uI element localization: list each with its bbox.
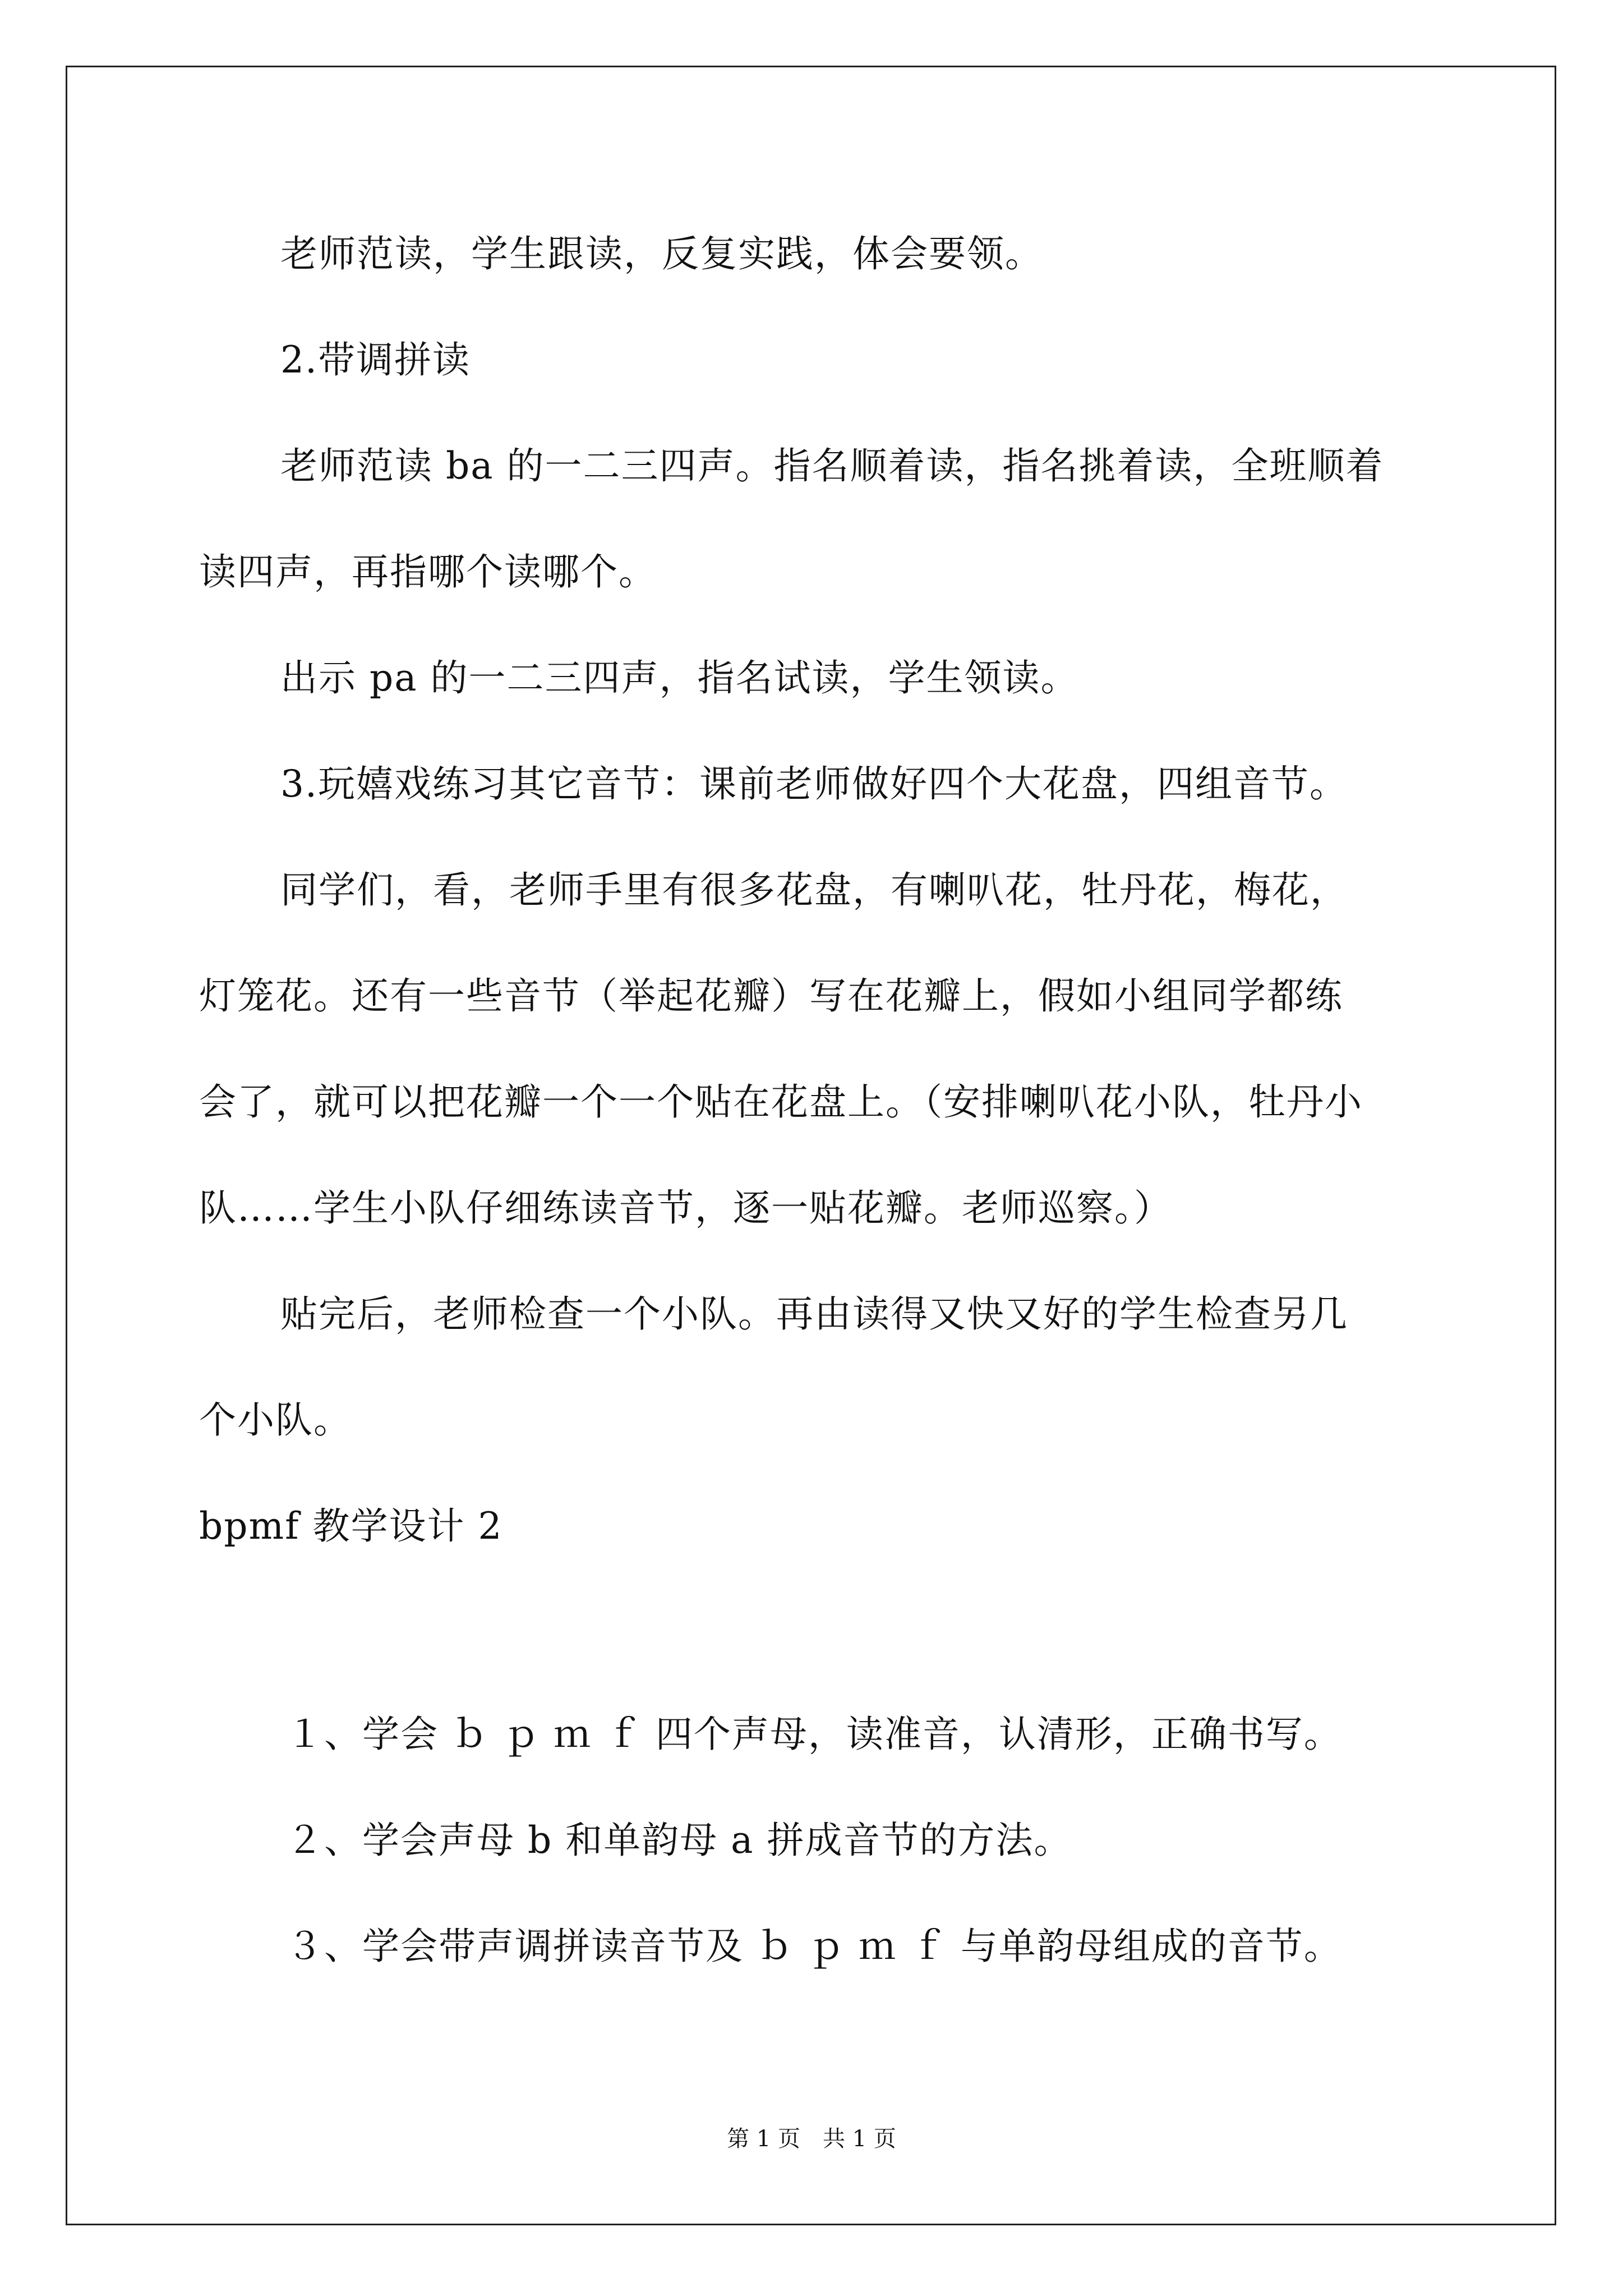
paragraph-line: 3.玩嬉戏练习其它音节：课前老师做好四个大花盘，四组音节。 [280,762,1348,806]
page-border [66,66,1556,2225]
list-item: ２、学会声母 b 和单韵母 a 拼成音节的方法。 [286,1819,1072,1862]
paragraph-line: 会了，就可以把花瓣一个一个贴在花盘上。（安排喇叭花小队，牡丹小 [199,1080,1363,1124]
paragraph-line: 老师范读 ba 的一二三四声。指名顺着读，指名挑着读，全班顺着 [280,444,1384,487]
paragraph-line: 读四声，再指哪个读哪个。 [199,550,657,593]
section-heading: 2.带调拼读 [280,338,471,381]
paragraph-line: 队……学生小队仔细练读音节，逐一贴花瓣。老师巡察。） [199,1186,1172,1230]
list-item: ３、学会带声调拼读音节及 ｂ ｐ ｍ ｆ 与单韵母组成的音节。 [286,1925,1342,1968]
paragraph-line: 同学们，看，老师手里有很多花盘，有喇叭花，牡丹花，梅花， [280,868,1348,912]
list-item: １、学会 ｂ ｐ ｍ ｆ 四个声母，读准音，认清形，正确书写。 [286,1713,1342,1756]
paragraph-line: 个小队。 [199,1398,352,1442]
document-subtitle: bpmf 教学设计 2 [199,1504,503,1548]
page-footer: 第 1 页 共 1 页 [727,2126,896,2152]
paragraph-line: 出示 pa 的一二三四声，指名试读，学生领读。 [280,656,1079,700]
paragraph-line: 灯笼花。还有一些音节（举起花瓣）写在花瓣上，假如小组同学都练 [199,974,1343,1018]
paragraph-line: 贴完后，老师检查一个小队。再由读得又快又好的学生检查另几 [280,1292,1348,1336]
paragraph-line: 老师范读，学生跟读，反复实践，体会要领。 [280,232,1043,275]
